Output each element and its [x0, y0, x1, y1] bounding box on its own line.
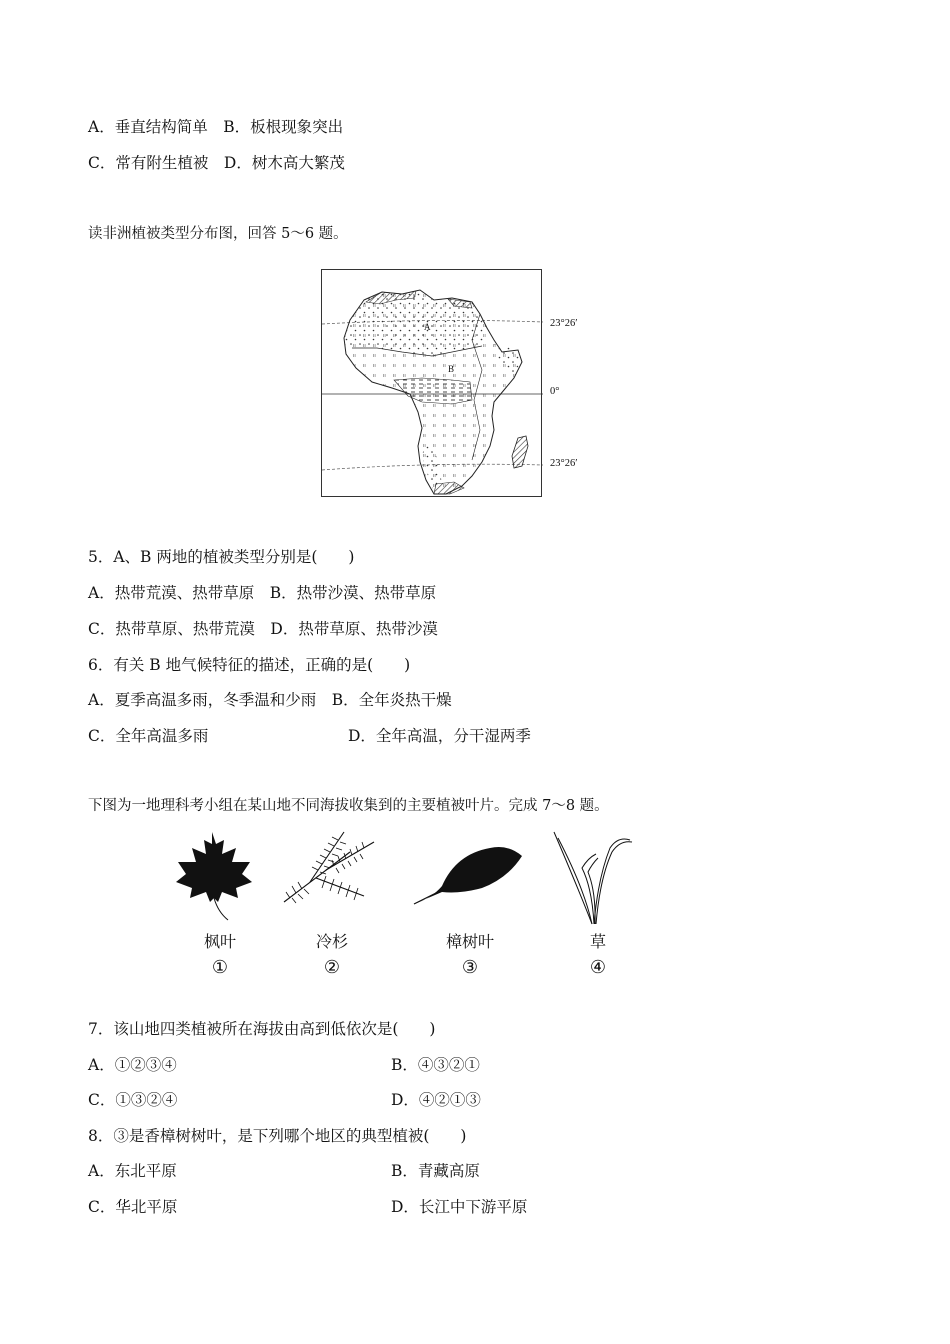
q7-option-b: B．④③②①: [391, 1056, 480, 1074]
intro-5-6: 读非洲植被类型分布图，回答 5～6 题。: [88, 226, 348, 242]
q4-option-c: C．常有附生植被: [88, 154, 209, 172]
map-label-a: A: [424, 322, 431, 332]
q4-option-b: B．板根现象突出: [223, 118, 344, 136]
africa-vegetation-map: [321, 269, 542, 497]
q6-option-c: C．全年高温多雨: [88, 727, 209, 745]
q8-option-d: D．长江中下游平原: [391, 1198, 528, 1216]
q8-option-b: B．青藏高原: [391, 1162, 480, 1180]
q4-option-row-2: [88, 153, 345, 173]
intro-7-8: 下图为一地理科考小组在某山地不同海拔收集到的主要植被叶片。完成 7～8 题。: [88, 798, 609, 814]
leaf-name-3: 樟树叶: [445, 932, 494, 951]
q7-option-d: D．④②①③: [391, 1091, 481, 1109]
q5-stem: 5．A、B 两地的植被类型分别是( ): [88, 548, 355, 566]
leaf-num-3: ③: [461, 957, 479, 978]
fir-branch-figure: [280, 828, 380, 914]
q5-option-row-1: [88, 583, 436, 603]
africa-map-drawing: [322, 270, 543, 498]
q6-option-d: D．全年高温，分干湿两季: [348, 727, 531, 745]
q6-option-b: B．全年炎热干燥: [331, 691, 452, 709]
maple-leaf-figure: [172, 828, 256, 928]
q7-option-a: A．①②③④: [88, 1056, 177, 1074]
leaf-num-1: ①: [211, 957, 229, 978]
camphor-leaf-figure: [412, 828, 524, 914]
q6-option-a: A．夏季高温多雨，冬季温和少雨: [88, 691, 317, 709]
leaf-num-4: ④: [589, 957, 607, 978]
q8-stem: 8．③是香樟树树叶，是下列哪个地区的典型植被( ): [88, 1127, 467, 1145]
q5-option-d: D．热带草原、热带沙漠: [270, 620, 438, 638]
leaf-name-1: 枫叶: [203, 932, 236, 951]
q4-option-d: D．树木高大繁茂: [223, 154, 345, 172]
leaf-name-4: 草: [589, 932, 606, 951]
q4-option-a: A．垂直结构简单: [88, 118, 208, 136]
map-label-b: B: [448, 364, 455, 374]
leaf-name-2: 冷杉: [315, 932, 348, 951]
lat-label-equator: 0°: [550, 386, 560, 397]
grass-figure: [548, 828, 634, 930]
q6-option-row-1: [88, 690, 452, 710]
q7-stem: 7．该山地四类植被所在海拔由高到低依次是( ): [88, 1020, 436, 1038]
lat-label-south: 23°26′: [550, 458, 578, 469]
q5-option-a: A．热带荒漠、热带草原: [88, 584, 255, 602]
q6-stem: 6．有关 B 地气候特征的描述，正确的是( ): [88, 656, 411, 674]
lat-label-north: 23°26′: [550, 318, 578, 329]
q5-option-c: C．热带草原、热带荒漠: [88, 620, 255, 638]
q8-option-c: C．华北平原: [88, 1198, 178, 1216]
q8-option-a: A．东北平原: [88, 1162, 177, 1180]
q5-option-row-2: [88, 619, 438, 639]
q5-option-b: B．热带沙漠、热带草原: [269, 584, 437, 602]
q7-option-c: C．①③②④: [88, 1091, 178, 1109]
q4-option-row-1: [88, 117, 343, 137]
leaf-num-2: ②: [323, 957, 341, 978]
